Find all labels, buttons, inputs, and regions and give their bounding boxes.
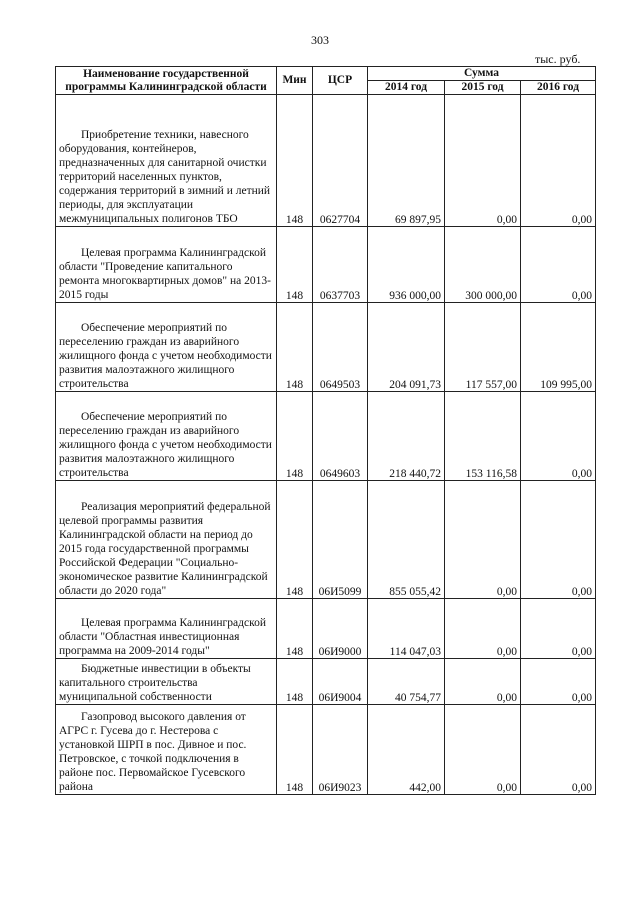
row-min: 148 [277,705,313,795]
row-2015: 300 000,00 [445,227,521,303]
row-2015: 0,00 [445,95,521,227]
row-program-name: Газопровод высокого давления от АГРС г. Гусева до г. Нестерова с установкой ШРП в пос. Дивное и пос. Петровское, с точкой подключения в районе пос. Первомайское Гусевского района [56,705,277,795]
row-2015: 0,00 [445,659,521,705]
row-csr: 06И9004 [313,659,368,705]
table-row [56,95,596,227]
row-csr: 0637703 [313,227,368,303]
budget-table [55,66,596,795]
table-row [56,481,596,599]
row-2016: 0,00 [521,599,596,659]
row-2014: 204 091,73 [368,303,445,392]
header-program-name: Наименование государственной программы Калининградской области [56,67,277,95]
row-2015: 0,00 [445,599,521,659]
row-program-name: Обеспечение мероприятий по переселению граждан из аварийного жилищного фонда с учетом необходимости развития малоэтажного жилищного строительства [56,303,277,392]
row-min: 148 [277,659,313,705]
row-min: 148 [277,599,313,659]
row-2015: 117 557,00 [445,303,521,392]
row-2016: 109 995,00 [521,303,596,392]
row-2016: 0,00 [521,659,596,705]
table-row [56,705,596,795]
row-program-name: Приобретение техники, навесного оборудования, контейнеров, предназначенных для санитарной очистки территорий населенных пунктов, содержания территорий в зимний и летний периоды, для эксплуатации межмуниципальных полигонов ТБО [56,95,277,227]
row-2016: 0,00 [521,392,596,481]
table-row [56,227,596,303]
table-row [56,303,596,392]
row-min: 148 [277,481,313,599]
table-row [56,392,596,481]
row-2016: 0,00 [521,705,596,795]
row-2015: 0,00 [445,481,521,599]
row-csr: 06И9023 [313,705,368,795]
row-program-name: Целевая программа Калининградской области "Проведение капитального ремонта многоквартирных домов" на 2013-2015 годы [56,227,277,303]
row-csr: 0649503 [313,303,368,392]
header-year-2014: 2014 год [368,81,445,95]
row-2014: 442,00 [368,705,445,795]
row-csr: 0627704 [313,95,368,227]
page-number: 303 [311,33,329,47]
row-csr: 0649603 [313,392,368,481]
row-min: 148 [277,392,313,481]
header-year-2015: 2015 год [445,81,521,95]
row-2014: 218 440,72 [368,392,445,481]
header-min: Мин [277,67,313,95]
header-csr: ЦСР [313,67,368,95]
row-2016: 0,00 [521,481,596,599]
units-label: тыс. руб. [535,52,581,66]
row-min: 148 [277,95,313,227]
row-2016: 0,00 [521,227,596,303]
row-2014: 936 000,00 [368,227,445,303]
header-year-2016: 2016 год [521,81,596,95]
row-min: 148 [277,303,313,392]
row-program-name: Реализация мероприятий федеральной целевой программы развития Калининградской области на период до 2015 года государственной программы Российской Федерации "Социально-экономическое развитие Калининградской области до 2020 года" [56,481,277,599]
row-2014: 69 897,95 [368,95,445,227]
row-program-name: Обеспечение мероприятий по переселению граждан из аварийного жилищного фонда с учетом необходимости развития малоэтажного жилищного строительства [56,392,277,481]
row-2016: 0,00 [521,95,596,227]
row-2014: 855 055,42 [368,481,445,599]
header-sum: Сумма [368,67,596,81]
row-program-name: Бюджетные инвестиции в объекты капитального строительства муниципальной собственности [56,659,277,705]
row-2015: 0,00 [445,705,521,795]
row-2014: 114 047,03 [368,599,445,659]
row-program-name: Целевая программа Калининградской области "Областная инвестиционная программа на 2009-2014 годы" [56,599,277,659]
row-2015: 153 116,58 [445,392,521,481]
table-row [56,659,596,705]
row-2014: 40 754,77 [368,659,445,705]
row-csr: 06И9000 [313,599,368,659]
table-row [56,599,596,659]
row-csr: 06И5099 [313,481,368,599]
row-min: 148 [277,227,313,303]
